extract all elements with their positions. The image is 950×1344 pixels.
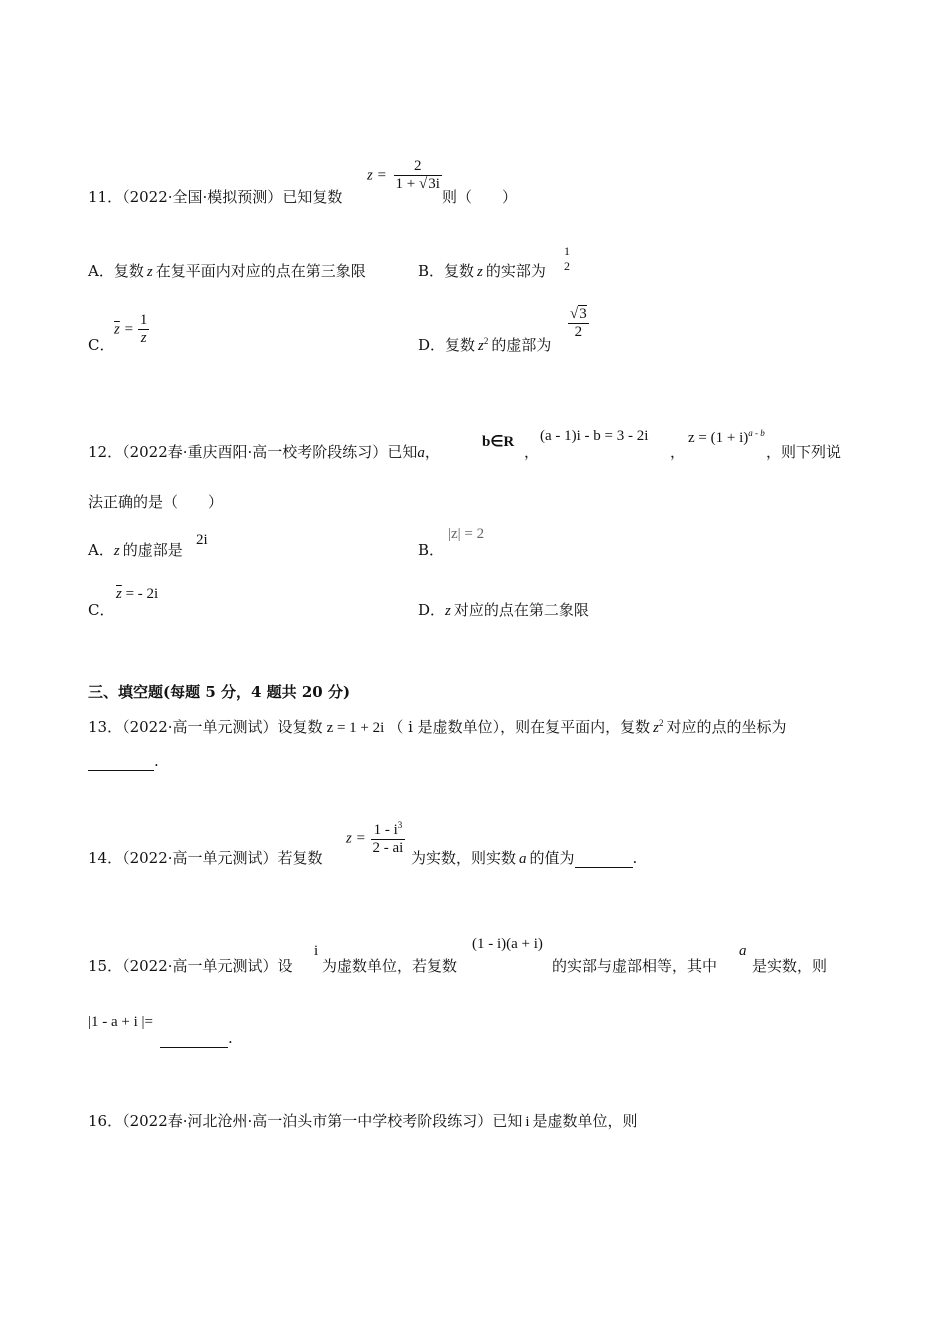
q11-option-b[interactable]: B．复数 z 的实部为	[418, 262, 546, 280]
question-15-stem: 15．（2022·高一单元测试）设	[88, 957, 293, 975]
question-source: （2022·高一单元测试）	[122, 718, 278, 736]
q12-stem-line2: 法正确的是（ ）	[88, 493, 224, 511]
question-11-stem: 11．（2022·全国·模拟预测）已知复数	[88, 188, 343, 206]
q11-option-a[interactable]: A．复数 z 在复平面内对应的点在第三象限	[88, 262, 366, 280]
q11-option-d[interactable]: D．复数 $z^2$ 的虚部为	[418, 336, 552, 354]
q15-formula: (1 - i)(a + i)	[472, 936, 543, 952]
q11-d-fraction: $\frac{√3}{2}$	[570, 306, 587, 340]
question-number: 13．	[88, 718, 123, 736]
q12-cond-eq: (a - 1)i - b = 3 - 2i	[540, 428, 649, 444]
q15-answer-blank[interactable]: .	[160, 1029, 233, 1048]
fraction: $\frac{2}{1 + √3i}$	[395, 158, 440, 192]
question-number: 16．	[88, 1112, 123, 1130]
question-number: 15．	[88, 957, 123, 975]
q12-b-value: |z| = 2	[448, 526, 485, 542]
q11-option-c-label[interactable]: C．	[88, 336, 115, 354]
q12-cond-z: $z = (1 + i)^{a - b}$	[688, 428, 765, 446]
q11-b-fraction: 1 2	[564, 244, 570, 273]
question-number: 14．	[88, 849, 123, 867]
q12-cond-b: b∈R	[482, 434, 515, 450]
question-number: 11．	[88, 188, 123, 206]
q12-option-a[interactable]: A．z 的虚部是	[88, 541, 183, 559]
q11-formula: z = $\frac{2}{1 + √3i}$	[367, 158, 440, 192]
q14-stem-end: 为实数，则实数 a 的值为 .	[411, 849, 638, 867]
question-source: （2022·高一单元测试）	[122, 957, 278, 975]
question-14-stem: 14．（2022·高一单元测试）若复数	[88, 849, 323, 867]
q11-stem-end: 则（ ）	[442, 188, 518, 206]
q13-answer-blank[interactable]: .	[88, 752, 159, 771]
q11-option-c-formula: $\overline{z}$ = $\frac{1}{z}$	[114, 312, 148, 346]
question-number: 12．	[88, 443, 123, 461]
q12-a-value: 2i	[196, 532, 208, 548]
question-source: （2022·全国·模拟预测）	[122, 188, 283, 206]
question-13-stem: 13．（2022·高一单元测试）设复数 z = 1 + 2i （ i 是虚数单位），则在复平面内，复数 $z^2$ 对应的点的坐标为	[88, 718, 787, 736]
question-source: （2022·高一单元测试）	[122, 849, 278, 867]
q15-line2: |1 - a + i |=	[88, 1014, 153, 1030]
q12-option-d[interactable]: D．z 对应的点在第二象限	[418, 601, 589, 619]
q14-answer-blank[interactable]	[575, 849, 633, 868]
q12-c-value: $\overline{z}$ = - 2i	[116, 586, 159, 602]
q12-option-b-label[interactable]: B．	[418, 541, 445, 559]
question-source: （2022春·河北沧州·高一泊头市第一中学校考阶段练习）	[122, 1112, 493, 1130]
q12-option-c-label[interactable]: C．	[88, 601, 115, 619]
question-12-stem: 12．（2022春·重庆酉阳·高一校考阶段练习）已知a，	[88, 443, 440, 461]
q14-formula: z = $\frac{1 - i^3}{2 - ai}$	[346, 820, 404, 856]
question-source: （2022春·重庆酉阳·高一校考阶段练习）	[122, 443, 388, 461]
section-heading: 三、填空题(每题 5 分，4 题共 20 分)	[88, 683, 351, 701]
question-16-stem: 16．（2022春·河北沧州·高一泊头市第一中学校考阶段练习）已知 i 是虚数单位，则	[88, 1112, 638, 1130]
